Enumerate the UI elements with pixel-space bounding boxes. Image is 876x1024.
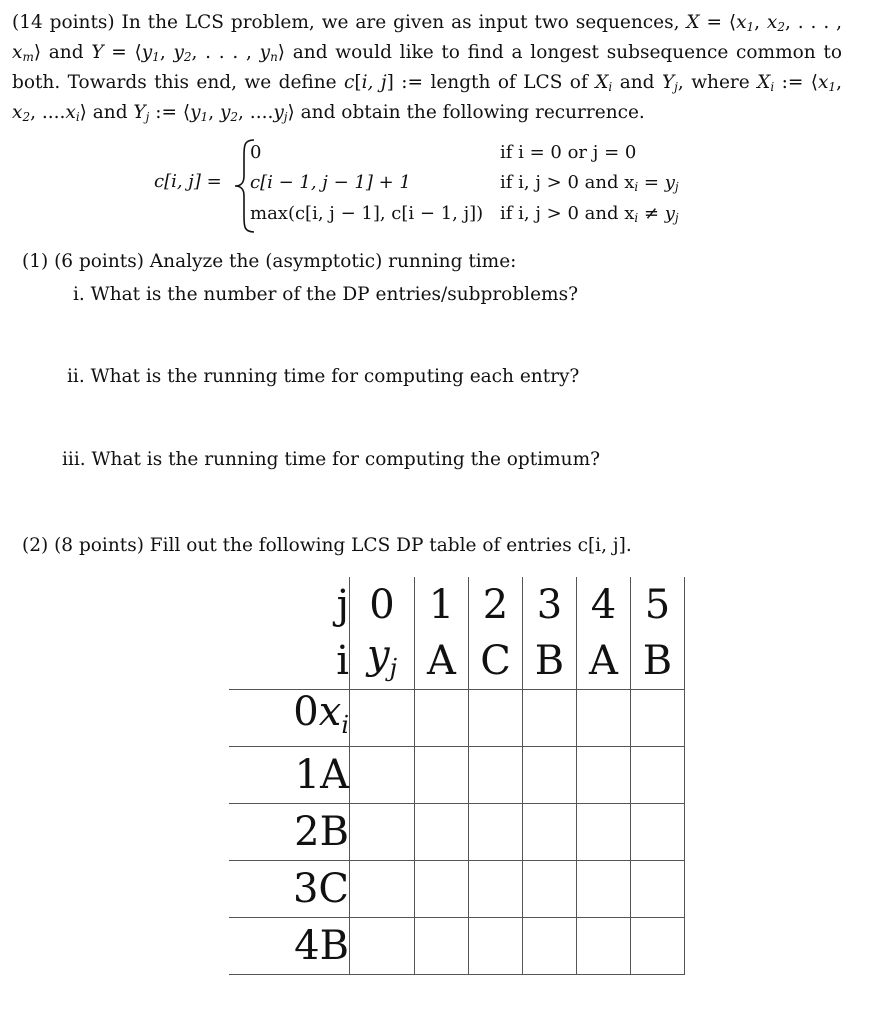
dp-cell[interactable] — [469, 861, 523, 918]
case-zero: 0 — [250, 142, 262, 163]
dp-cell[interactable] — [631, 918, 685, 975]
j-index-2: 2 — [469, 577, 523, 633]
j-index-3: 3 — [523, 577, 577, 633]
lcs-dp-table — [229, 577, 685, 975]
question-i: i. What is the number of the DP entries/subproblems? — [73, 284, 578, 305]
table-row — [229, 690, 685, 747]
dp-cell[interactable] — [350, 918, 415, 975]
j-index-5: 5 — [631, 577, 685, 633]
j-index-0: 0 — [350, 577, 415, 633]
dp-cell[interactable] — [469, 690, 523, 747]
dp-cell[interactable] — [523, 918, 577, 975]
row-label-3: 3C — [229, 861, 350, 918]
dp-cell[interactable] — [415, 804, 469, 861]
dp-cell[interactable] — [631, 804, 685, 861]
y-value-3: B — [523, 633, 577, 690]
dp-cell[interactable] — [350, 804, 415, 861]
y-value-5: B — [631, 633, 685, 690]
dp-cell[interactable] — [577, 861, 631, 918]
points-label: (14 points) — [12, 12, 115, 33]
intro-text-4: length of LCS of — [430, 72, 588, 93]
dp-cell[interactable] — [350, 861, 415, 918]
j-index-1: 1 — [415, 577, 469, 633]
question-ii: ii. What is the running time for computing each entry? — [67, 366, 580, 387]
problem-statement: (14 points) In the LCS problem, we are given as input two sequences, $X = ⟨x_1$, $x_2$, . . . , $x_m⟩$ and $Y = ⟨y_1$, $y_2$, . . . , $y_n⟩$ and would like to find a longest subsequence common to both. Towards this end, we define c[i, j] := length of LCS of $X_i$ and $Y_j$, where $X_i$ := $⟨x_1$, $x_2$, $....x_i⟩$ and $Y_j$ := $⟨y_1$, $y_2$, $....y_j⟩$ and obtain the following recurrence. — [12, 12, 842, 124]
y-label: $y_j$ — [350, 633, 415, 690]
dp-cell[interactable] — [577, 747, 631, 804]
dp-cell[interactable] — [577, 918, 631, 975]
dp-cell[interactable] — [577, 804, 631, 861]
dp-cell[interactable] — [350, 747, 415, 804]
dp-cell[interactable] — [415, 861, 469, 918]
cond-zero: if i = 0 or j = 0 — [500, 142, 637, 163]
part2-heading: (2) (8 points) Fill out the following LCS DP table of entries c[i, j]. — [22, 535, 632, 556]
question-iii: iii. What is the running time for computing the optimum? — [62, 449, 601, 470]
table-row — [229, 918, 685, 975]
dp-cell[interactable] — [631, 747, 685, 804]
row-label-4: 4B — [229, 918, 350, 975]
cond-match: if i, j > 0 and $x_i = y_j$ — [500, 172, 679, 194]
recurrence-lhs: c[i, j] = — [154, 171, 222, 192]
dp-cell[interactable] — [469, 747, 523, 804]
dp-cell[interactable] — [415, 690, 469, 747]
intro-text-6: , where — [677, 72, 750, 93]
y-value-2: C — [469, 633, 523, 690]
dp-cell[interactable] — [415, 918, 469, 975]
table-header-y — [229, 633, 685, 690]
recurrence-equation — [150, 140, 710, 232]
dp-cell[interactable] — [631, 861, 685, 918]
i-label: i — [229, 633, 350, 690]
dp-cell[interactable] — [469, 804, 523, 861]
dp-cell[interactable] — [523, 804, 577, 861]
dp-cell[interactable] — [469, 918, 523, 975]
y-value-4: A — [577, 633, 631, 690]
dp-cell[interactable] — [523, 747, 577, 804]
table-header-j — [229, 577, 685, 633]
case-mismatch: max(c[i, j − 1], c[i − 1, j]) — [250, 203, 484, 224]
case-match: c[i − 1, j − 1] + 1 — [250, 172, 411, 193]
y-value-1: A — [415, 633, 469, 690]
row-label-2: 2B — [229, 804, 350, 861]
dp-cell[interactable] — [631, 690, 685, 747]
table-row — [229, 747, 685, 804]
dp-cell[interactable] — [350, 690, 415, 747]
intro-text-5: and — [619, 72, 655, 93]
table-row — [229, 861, 685, 918]
row-label-1: 1A — [229, 747, 350, 804]
cond-mismatch: if i, j > 0 and $x_i \ne y_j$ — [500, 203, 679, 225]
table-row — [229, 804, 685, 861]
dp-cell[interactable] — [523, 861, 577, 918]
part1-heading: (1) (6 points) Analyze the (asymptotic) running time: — [22, 251, 517, 272]
dp-cell[interactable] — [577, 690, 631, 747]
dp-cell[interactable] — [415, 747, 469, 804]
j-label: j — [336, 582, 349, 628]
dp-cell[interactable] — [523, 690, 577, 747]
row-label-0: $0x_i$ — [229, 690, 350, 747]
intro-text-3: Towards this end, we define — [67, 72, 337, 93]
intro-text-2: and would like to find a longest subsequence common to both. — [12, 42, 842, 93]
j-index-4: 4 — [577, 577, 631, 633]
intro-text-1: In the LCS problem, we are given as input two sequences, — [121, 12, 680, 33]
intro-text-7: and obtain the following recurrence. — [300, 102, 645, 123]
